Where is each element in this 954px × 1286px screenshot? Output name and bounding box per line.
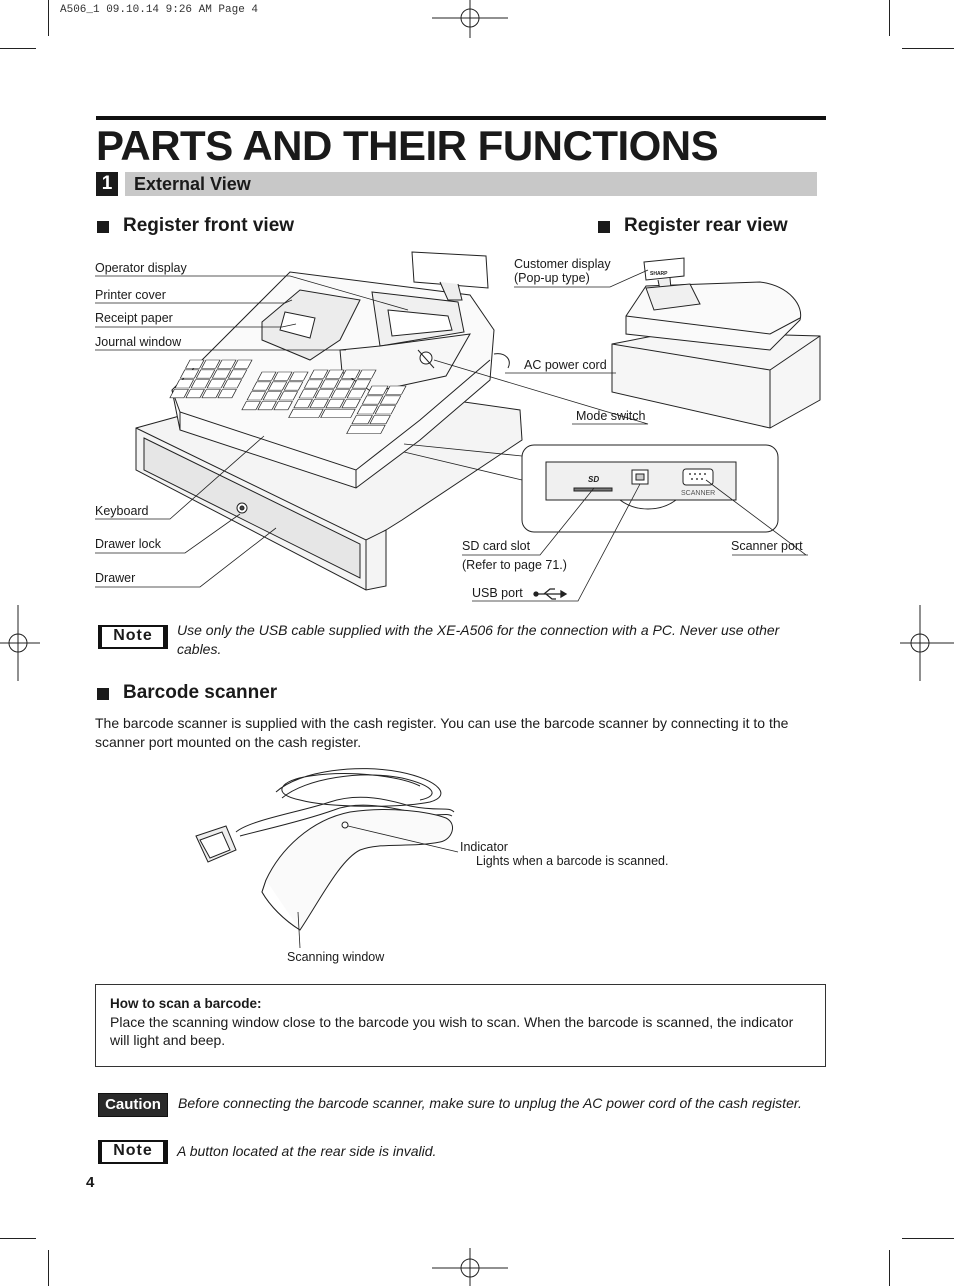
howto-heading: How to scan a barcode: xyxy=(110,996,262,1011)
note-badge: Note xyxy=(98,625,168,649)
page-title: PARTS AND THEIR FUNCTIONS xyxy=(96,122,719,169)
bullet-square-icon xyxy=(97,688,109,700)
rear-view-heading: Register rear view xyxy=(624,215,788,236)
barcode-intro: The barcode scanner is supplied with the cash register. You can use the barcode scanner by connecting it to the scanner port mounted on the cash register. xyxy=(95,715,789,750)
section-number: 1 xyxy=(96,172,118,196)
caution-badge: Caution xyxy=(98,1093,168,1117)
howto-text: Place the scanning window close to the barcode you wish to scan. When the barcode is scanned, the indicator will light and beep. xyxy=(110,1014,794,1048)
label-drawer: Drawer xyxy=(95,571,136,585)
label-operator-display: Operator display xyxy=(95,261,187,275)
label-mode-switch: Mode switch xyxy=(576,409,646,423)
barcode-heading: Barcode scanner xyxy=(123,682,278,703)
label-ac-power-cord: AC power cord xyxy=(524,358,607,372)
label-receipt-paper: Receipt paper xyxy=(95,311,173,325)
howto-box xyxy=(95,984,826,1067)
label-customer-display: Customer display xyxy=(514,257,611,271)
section-title: External View xyxy=(134,174,251,194)
print-slug: A506_1 09.10.14 9:26 AM Page 4 xyxy=(60,4,259,16)
panel-scanner-text: SCANNER xyxy=(681,490,716,497)
label-journal-window: Journal window xyxy=(95,335,182,349)
label-usb-port: USB port xyxy=(472,586,523,600)
label-drawer-lock: Drawer lock xyxy=(95,537,161,551)
panel-sd-text: SD xyxy=(588,475,600,484)
label-sd-refer: (Refer to page 71.) xyxy=(462,558,567,572)
front-view-heading: Register front view xyxy=(123,215,295,236)
note-text: Use only the USB cable supplied with the XE-A506 for the connection with a PC. Never use other cables. xyxy=(177,622,780,657)
usb-symbol-icon xyxy=(534,589,566,599)
label-keyboard: Keyboard xyxy=(95,504,149,518)
label-printer-cover: Printer cover xyxy=(95,288,166,302)
label-indicator: Indicator xyxy=(460,840,508,854)
label-sd-card-slot: SD card slot xyxy=(462,539,531,553)
page-number: 4 xyxy=(86,1174,95,1191)
label-scanner-port: Scanner port xyxy=(731,539,803,553)
note-badge-2: Note xyxy=(98,1140,168,1164)
label-popup-type: (Pop-up type) xyxy=(514,271,590,285)
note-text-2: A button located at the rear side is invalid. xyxy=(177,1143,437,1159)
rear-brand: SHARP xyxy=(650,271,668,277)
label-indicator-desc: Lights when a barcode is scanned. xyxy=(476,854,669,868)
label-scanning-window: Scanning window xyxy=(287,950,385,964)
caution-text: Before connecting the barcode scanner, make sure to unplug the AC power cord of the cash register. xyxy=(178,1095,802,1111)
